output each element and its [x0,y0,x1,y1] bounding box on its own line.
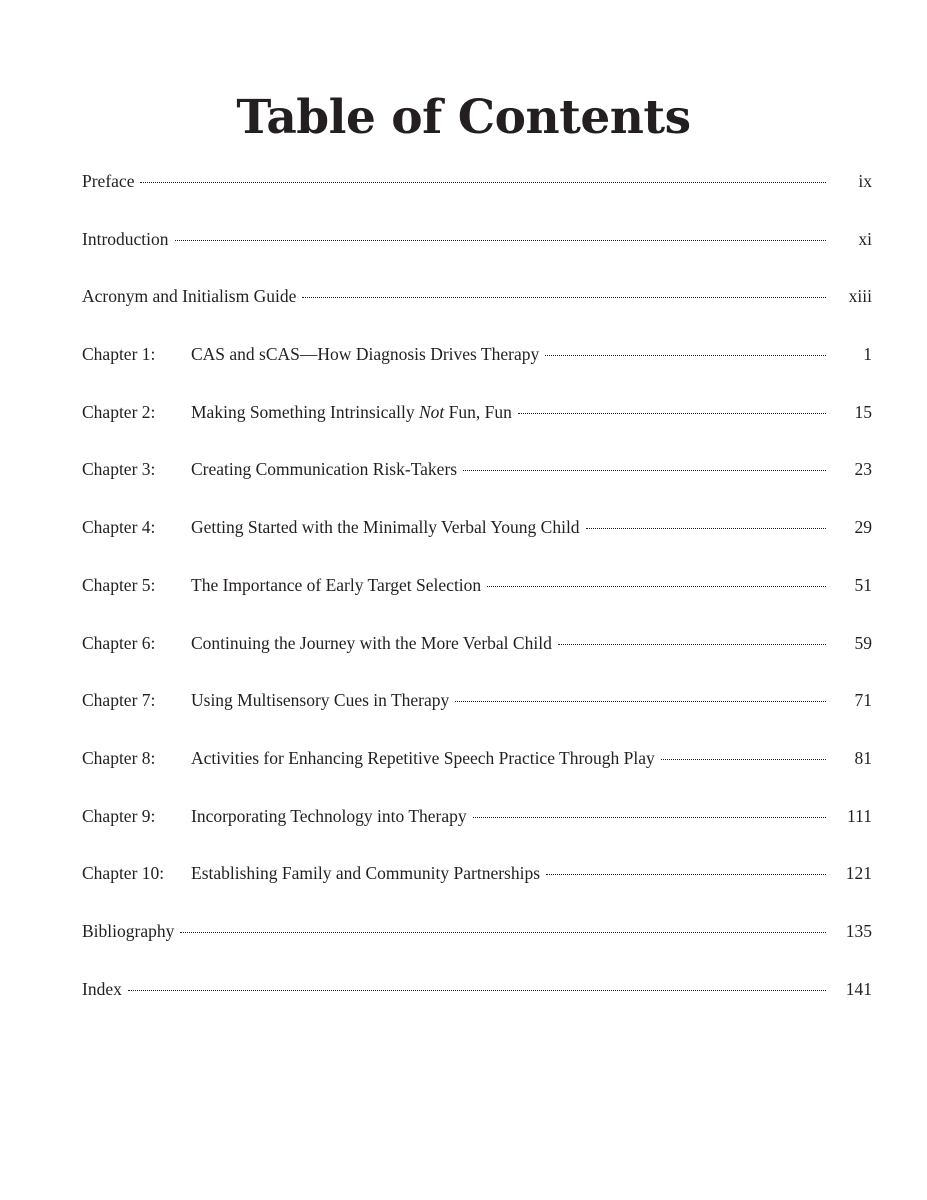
toc-entry-chapter-1[interactable] [82,341,872,399]
toc-entry-chapter-2[interactable] [82,399,872,457]
entry-title: Acronym and Initialism Guide [82,286,297,307]
chapter-number: Chapter 9: [82,805,156,826]
toc-entry-chapter-7[interactable] [82,687,872,745]
table-of-contents [82,168,872,1033]
chapter-number: Chapter 7: [82,690,156,711]
dot-leader [180,932,826,933]
entry-title: Using Multisensory Cues in Therapy [191,690,450,711]
chapter-number: Chapter 6: [82,632,156,653]
dot-leader [518,413,826,414]
chapter-number: Chapter 2: [82,401,156,422]
toc-entry-index[interactable] [82,976,872,1034]
toc-entry-chapter-5[interactable] [82,572,872,630]
toc-entry-chapter-3[interactable] [82,456,872,514]
page-number: 141 [845,978,872,999]
dot-leader [175,240,826,241]
page-number: ix [858,171,872,191]
entry-title: Index [82,978,122,999]
entry-title: Establishing Family and Community Partnerships [191,863,541,884]
toc-entry-chapter-6[interactable] [82,630,872,688]
toc-entry-chapter-8[interactable] [82,745,872,803]
entry-title: Activities for Enhancing Repetitive Speech Practice Through Play [191,747,655,768]
entry-title: Introduction [82,228,169,249]
page-number: 121 [845,863,872,884]
page-number: 71 [854,690,872,711]
entry-title-italic: Not [418,401,445,422]
page-number: 15 [854,401,872,422]
toc-entry-bibliography[interactable] [82,918,872,976]
entry-title-part: Making Something Intrinsically [191,401,419,422]
chapter-number: Chapter 5: [82,574,156,595]
dot-leader [586,528,826,529]
chapter-number: Chapter 1: [82,344,156,365]
entry-title: The Importance of Early Target Selection [191,574,482,595]
dot-leader [455,701,826,702]
entry-title: Incorporating Technology into Therapy [191,805,467,826]
toc-entry-acronym-guide[interactable] [82,283,872,341]
dot-leader [558,644,826,645]
chapter-number: Chapter 8: [82,747,156,768]
entry-title-part: Fun, Fun [444,401,512,422]
dot-leader [546,874,826,875]
toc-entry-preface[interactable] [82,168,872,226]
chapter-number: Chapter 3: [82,459,156,480]
dot-leader [463,470,826,471]
entry-title: CAS and sCAS—How Diagnosis Drives Therapy [191,344,540,365]
page-number: 23 [854,459,872,480]
page-title: Table of Contents [236,90,691,146]
page-number: 111 [847,805,872,826]
page-number: xi [858,228,872,249]
page-number: 51 [854,574,872,595]
entry-title: Preface [82,171,135,191]
entry-title [191,399,512,425]
dot-leader [128,990,826,991]
entry-title: Continuing the Journey with the More Verbal Child [191,632,552,653]
dot-leader [473,817,826,818]
page-number: 29 [854,517,872,538]
dot-leader [140,182,826,183]
page-number: xiii [848,286,872,307]
dot-leader [487,586,826,587]
toc-entry-chapter-10[interactable] [82,860,872,918]
dot-leader [302,297,826,298]
page-number: 1 [863,344,872,365]
toc-entry-introduction[interactable] [82,226,872,284]
dot-leader [661,759,826,760]
toc-entry-chapter-9[interactable] [82,803,872,861]
page-number: 81 [854,747,872,768]
page-number: 135 [845,920,872,941]
entry-title: Creating Communication Risk-Takers [191,459,458,480]
page-number: 59 [854,632,872,653]
chapter-number: Chapter 4: [82,517,156,538]
toc-entry-chapter-4[interactable] [82,514,872,572]
dot-leader [545,355,826,356]
entry-title: Bibliography [82,920,175,941]
chapter-number: Chapter 10: [82,863,165,884]
entry-title: Getting Started with the Minimally Verbal Young Child [191,517,580,538]
